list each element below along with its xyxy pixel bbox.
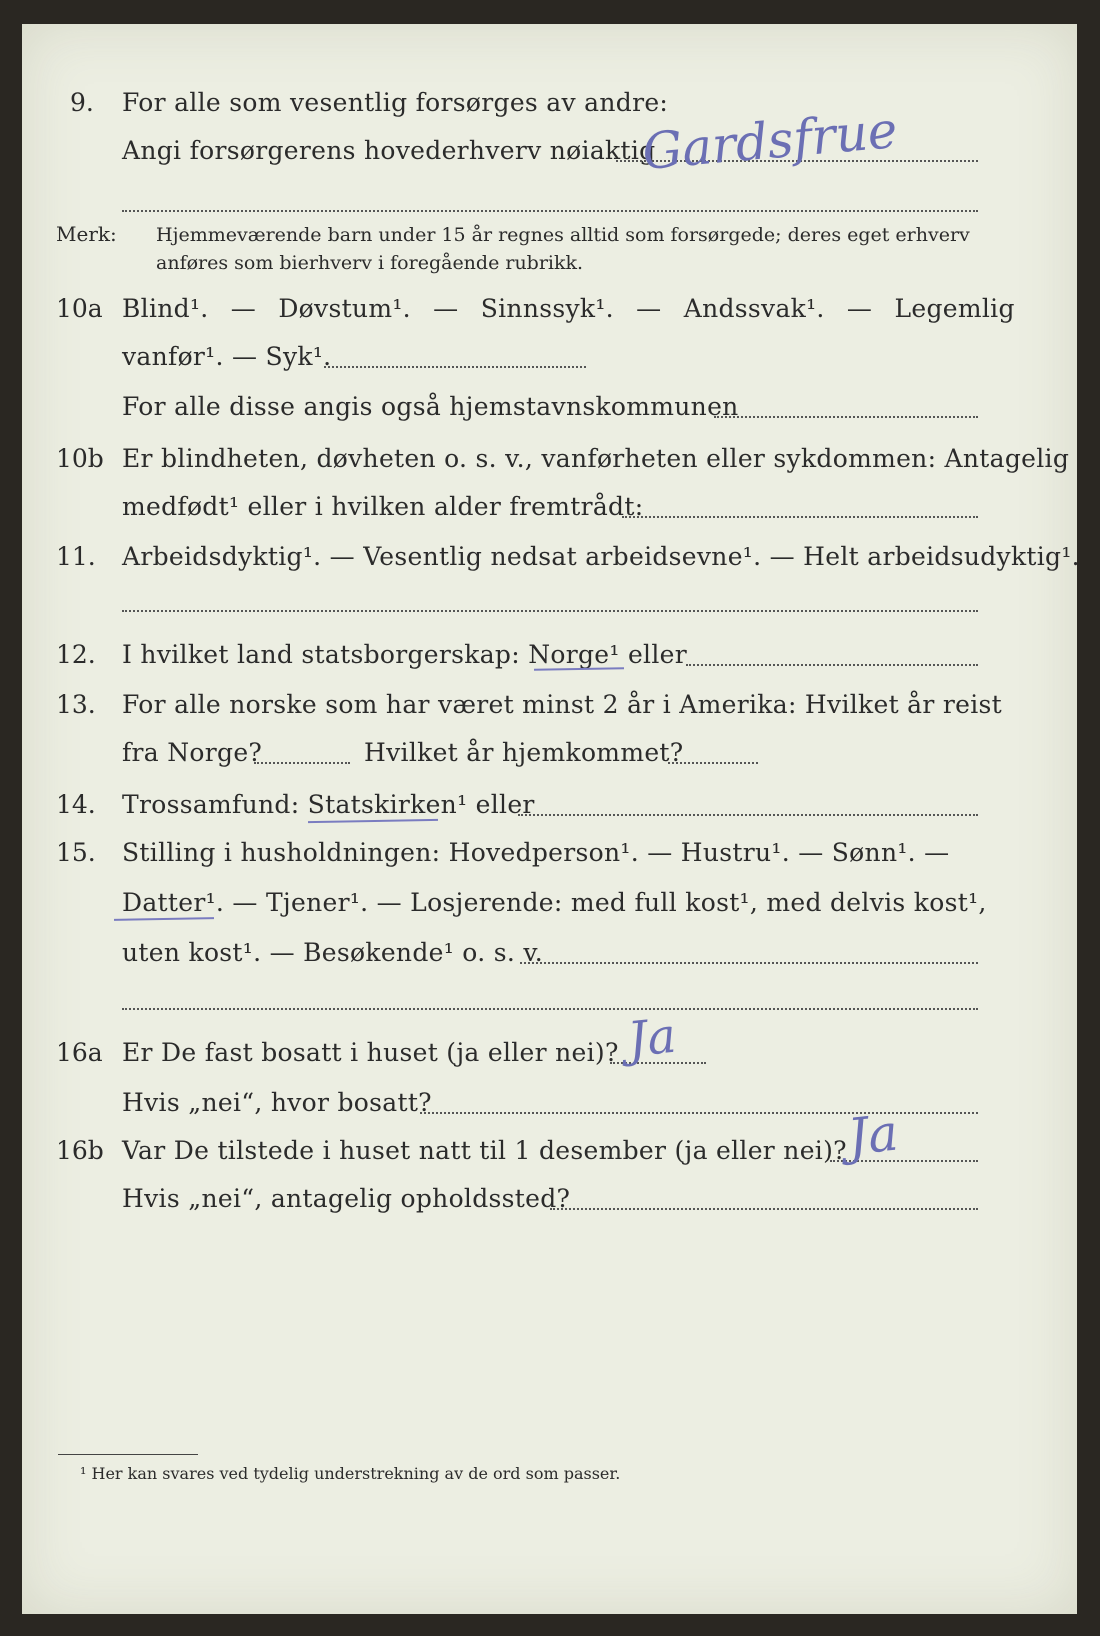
q15-text-line2: Datter¹. — Tjener¹. — Losjerende: med full kost¹, med delvis kost¹, — [122, 888, 987, 917]
q13-number: 13. — [56, 690, 96, 719]
merk-text-line2: anføres som bierhverv i foregående rubrikk. — [156, 252, 584, 274]
q14-text-line1: Trossamfund: Statskirken¹ eller — [122, 790, 535, 819]
q10b-text-line1: Er blindheten, døvheten o. s. v., vanførheten eller sykdommen: Antagelig — [122, 444, 1070, 473]
census-form-page — [22, 24, 1080, 1614]
q9-text-line2: Angi forsørgerens hovederhverv nøiaktig — [122, 136, 656, 165]
q10a-hjemstavn-line — [714, 416, 978, 418]
q16b-number: 16b — [56, 1136, 104, 1165]
q13-text-line2b: Hvilket år hjemkommet? — [364, 738, 684, 767]
q14-number: 14. — [56, 790, 96, 819]
q10a-text-line2: vanfør¹. — Syk¹. — [122, 342, 332, 371]
q10b-answer-line — [622, 516, 978, 518]
q12-answer-line — [686, 664, 978, 666]
q11-text-line1: Arbeidsdyktig¹. — Vesentlig nedsat arbeidsevne¹. — Helt arbeidsudyktig¹. — [122, 542, 1080, 571]
q11-extra-line — [122, 610, 978, 612]
footnote-text: ¹ Her kan svares ved tydelig understrekning av de ord som passer. — [80, 1464, 621, 1483]
q10a-text-line3: For alle disse angis også hjemstavnskommunen — [122, 392, 739, 421]
q16b-opholdssted-line — [550, 1208, 978, 1210]
q9-extra-line — [122, 210, 978, 212]
q13-reist-line — [254, 762, 350, 764]
q10a-answer-line — [324, 366, 586, 368]
q15-datter-underline — [114, 917, 214, 921]
q15-text-line1: Stilling i husholdningen: Hovedperson¹. — Hustru¹. — Sønn¹. — — [122, 838, 950, 867]
q9-text-line1: For alle som vesentlig forsørges av andre: — [122, 88, 669, 117]
q16a-number: 16a — [56, 1038, 103, 1067]
q13-text-line2a: fra Norge? — [122, 738, 263, 767]
q15-number: 15. — [56, 838, 96, 867]
q15-extra-line — [122, 1008, 978, 1010]
merk-text-line1: Hjemmeværende barn under 15 år regnes alltid som forsørgede; deres eget erhverv — [156, 224, 970, 246]
q11-number: 11. — [56, 542, 96, 571]
q12-text-line1: I hvilket land statsborgerskap: Norge¹ eller — [122, 640, 687, 669]
q16a-text-line1: Er De fast bosatt i huset (ja eller nei)? — [122, 1038, 619, 1067]
q16b-text-line2: Hvis „nei“, antagelig opholdssted? — [122, 1184, 571, 1213]
q16a-handwritten-answer: Ja — [625, 1007, 679, 1069]
q12-norge-underline — [534, 667, 624, 671]
q16b-text-line1: Var De tilstede i huset natt til 1 desember (ja eller nei)? — [122, 1136, 847, 1165]
q14-answer-line — [518, 814, 978, 816]
q15-answer-line — [520, 962, 978, 964]
q16a-text-line2: Hvis „nei“, hvor bosatt? — [122, 1088, 432, 1117]
merk-label: Merk: — [56, 222, 117, 246]
q9-number: 9. — [70, 88, 94, 117]
q16b-handwritten-answer: Ja — [845, 1103, 901, 1167]
q13-text-line1: For alle norske som har været minst 2 år i Amerika: Hvilket år reist — [122, 690, 1003, 719]
q13-hjemkommet-line — [668, 762, 758, 764]
q10b-number: 10b — [56, 444, 104, 473]
q14-statskirken-underline — [308, 819, 438, 823]
q10b-text-line2: medfødt¹ eller i hvilken alder fremtrådt: — [122, 492, 644, 521]
footnote-rule — [58, 1454, 198, 1455]
q15-text-line3: uten kost¹. — Besøkende¹ o. s. v. — [122, 938, 544, 967]
q10a-text-line1: Blind¹. — Døvstum¹. — Sinnssyk¹. — Andssvak¹. — Legemlig — [122, 294, 1015, 323]
q12-number: 12. — [56, 640, 96, 669]
q9-handwritten-answer: Gardsfrue — [639, 100, 900, 182]
q10a-number: 10a — [56, 294, 103, 323]
